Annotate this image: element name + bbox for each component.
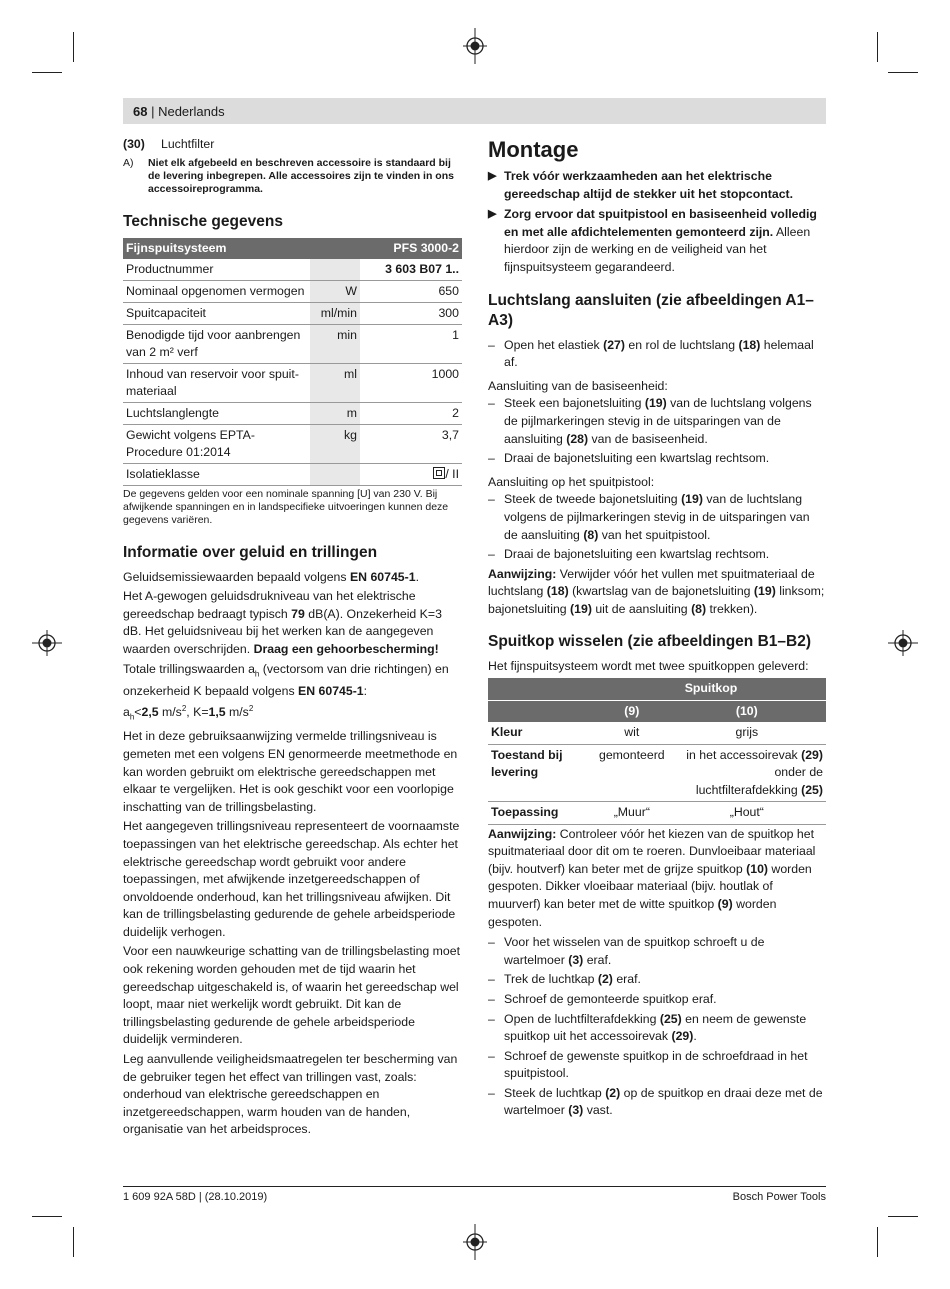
noise-paragraph: Het aangegeven trillingsniveau representeert de voornaamste toepassingen van het elektrische gereedschap. Als echter het elektrische gereedschap wordt gebruikt voor andere toepassingen, met afwijkende inzetgereedschappen of onvoldoende onderhoud, kan het trillingsniveau afwijken. Dit kan de trillingsbelasting gedurende de gehele arbeidsperiode duidelijk verhogen. (123, 819, 460, 939)
left-column (123, 136, 462, 1141)
crop-mark (73, 1227, 74, 1257)
spec-row (123, 463, 462, 485)
spec-value (360, 463, 462, 485)
nozzle-heading: Spuitkop wisselen (zie afbeeldingen B1–B2) (488, 633, 811, 651)
noise-paragraph: Totale trillingswaarden $a_h$ (vectorsom van drie richtingen) en onzekerheid K bepaald volgens EN 60745-1: (123, 661, 449, 698)
footnote-a (123, 157, 462, 196)
right-column (488, 136, 826, 1122)
spec-row (123, 259, 462, 281)
spec-label: Inhoud van reservoir voor spuitmateriaal (123, 363, 310, 402)
spec-row (123, 402, 462, 424)
nozzle-row-label: Kleur (488, 722, 596, 744)
spec-unit: ml/min (310, 302, 360, 324)
spec-header-label: Fijnspuitsysteem (123, 238, 310, 259)
legend-label: Luchtfilter (161, 137, 215, 151)
footnote-text: Niet elk afgebeeld en beschreven accessoire is standaard bij de levering inbegrepen. Alle accessoires zijn te vinden in ons accessoireprogramma. (148, 156, 454, 195)
nozzle-cell: in het accessoirevak (29) onder de luchtfilterafdekking (25) (668, 744, 826, 802)
warning-item: ▶ Trek vóór werkzaamheden aan het elektrische gereedschap altijd de stekker uit het stopcontact. (488, 168, 826, 203)
spec-label: Luchtslanglengte (123, 402, 310, 424)
spec-unit (310, 463, 360, 485)
list-item: – Steek een bajonetsluiting (19) van de luchtslang volgens de pijlmarkeringen stevig in de uitsparingen van de aansluiting (28) van de basiseenheid. (488, 396, 812, 446)
crop-mark (888, 72, 918, 73)
nozzle-col-10: (10) (668, 700, 826, 722)
page-header: 68 | Nederlands (133, 104, 225, 119)
nozzle-cell: „Hout“ (668, 802, 826, 825)
noise-paragraph: Leg aanvullende veiligheidsmaatregelen ter bescherming van de gebruiker tegen het effect van trillingen vast, zoals: onderhoud van elektrische gereedschappen en inzetgereedschappen, warm houden van de handen, organisatie van het arbeidsproces. (123, 1052, 458, 1137)
base-label: Aansluiting van de basiseenheid: (488, 378, 668, 393)
note-paragraph: Aanwijzing: Verwijder vóór het vullen met spuitmateriaal de luchtslang (18) (kwartslag van de bajonetsluiting (19) linksom; bajonetsluiting (19) uit de aansluiting (8) trekken). (488, 566, 825, 616)
spec-row (123, 280, 462, 302)
list-item: – Schroef de gemonteerde spuitkop eraf. (488, 991, 717, 1006)
arrow-icon: ▶ (488, 208, 497, 221)
spec-label: Isolatieklasse (123, 463, 310, 485)
spec-row (123, 302, 462, 324)
spec-header-row (123, 238, 462, 259)
list-item: – Open het elastiek (27) en rol de luchtslang (18) helemaal af. (488, 337, 814, 370)
spec-unit (310, 259, 360, 281)
spec-value: 650 (360, 280, 462, 302)
registration-mark-icon (460, 28, 490, 64)
legend-item-30 (123, 136, 462, 154)
list-item: – Steek de luchtkap (2) op de spuitkop en draai deze met de wartelmoer (3) vast. (488, 1085, 823, 1118)
noise-paragraph: Geluidsemissiewaarden bepaald volgens EN 60745-1. (123, 569, 420, 584)
list-item: – Voor het wisselen van de spuitkop schroeft u de wartelmoer (3) eraf. (488, 935, 765, 967)
noise-heading: Informatie over geluid en trillingen (123, 543, 378, 561)
nozzle-row (488, 802, 826, 825)
spec-label: Spuitcapaciteit (123, 302, 310, 324)
spec-note: De gegevens gelden voor een nominale spanning [U] van 230 V. Bij afwijkende spanningen en in landspecifieke uitvoeringen kunnen deze gegevens variëren. (123, 487, 449, 526)
nozzle-cell: grijs (668, 722, 826, 744)
nozzle-col-row (488, 700, 826, 722)
noise-paragraph: Voor een nauwkeurige schatting van de trillingsbelasting moet ook rekening worden gehouden met de tijd waarin het gereedschap uitgeschakeld is, of waarin het gereedschap wel loopt, maar niet werkelijk wordt gebruikt. Dit kan de trillingsbelasting gedurende de gehele arbeidsperiode duidelijk verminderen. (123, 944, 461, 1047)
nozzle-row (488, 744, 826, 802)
spec-header-unit (310, 238, 360, 259)
crop-mark (888, 1216, 918, 1217)
spec-label: Benodigde tijd voor aanbrengen van 2 m² verf (123, 324, 310, 363)
registration-mark-icon (32, 628, 62, 658)
hose-heading: Luchtslang aansluiten (zie afbeeldingen A1–A3) (488, 291, 814, 329)
crop-mark (32, 1216, 62, 1217)
spec-value: 300 (360, 302, 462, 324)
registration-mark-icon (460, 1224, 490, 1260)
spec-header-model: PFS 3000-2 (360, 238, 462, 259)
legend-number: (30) (123, 137, 145, 151)
list-item: – Open de luchtfilterafdekking (25) en neem de gewenste spuitkop uit het accessoirevak (29). (488, 1011, 807, 1044)
page-section: Nederlands (158, 104, 225, 119)
nozzle-cell: wit (596, 722, 668, 744)
crop-mark (877, 32, 878, 62)
nozzle-row-label: Toestand bij levering (488, 744, 596, 802)
gun-label: Aansluiting op het spuitpistool: (488, 474, 655, 489)
page-number: 68 (133, 104, 148, 119)
nozzle-col-9: (9) (596, 700, 668, 722)
list-item: – Draai de bajonetsluiting een kwartslag rechtsom. (488, 451, 770, 466)
nozzle-cell: gemonteerd (596, 744, 668, 802)
footer-rule (123, 1186, 826, 1187)
nozzle-intro: Het fijnspuitsysteem wordt met twee spuitkoppen geleverd: (488, 659, 809, 674)
list-item: – Steek de tweede bajonetsluiting (19) van de luchtslang volgens de pijlmarkeringen stevig in de uitsparingen van de aansluiting (8) van het spuitpistool. (488, 492, 810, 542)
spec-value: 2 (360, 402, 462, 424)
nozzle-row-label: Toepassing (488, 802, 596, 825)
noise-paragraph: Het A-gewogen geluidsdrukniveau van het elektrische gereedschap bedraagt typisch 79 dB(A). Onzekerheid K=3 dB. Het geluidsniveau bij het werken kan de aangegeven waarden overschrijden. Draag een gehoorbescherming! (123, 589, 442, 656)
spec-unit: m (310, 402, 360, 424)
nozzle-group-row (488, 678, 826, 700)
crop-mark (877, 1227, 878, 1257)
list-item: – Trek de luchtkap (2) eraf. (488, 972, 641, 987)
list-item: – Schroef de gewenste spuitkop in de schroefdraad in het spuitpistool. (488, 1048, 808, 1081)
spec-unit: min (310, 324, 360, 363)
spec-label: Nominaal opgenomen vermogen (123, 280, 310, 302)
spec-unit: W (310, 280, 360, 302)
spec-unit: kg (310, 424, 360, 463)
spec-unit: ml (310, 363, 360, 402)
nozzle-group-header: Spuitkop (596, 678, 826, 700)
spec-value: 1 (360, 324, 462, 363)
spec-row (123, 324, 462, 363)
warning-item: ▶ Zorg ervoor dat spuitpistool en basiseenheid volledig en met alle afdichtelementen gemonteerd zijn. Alleen hierdoor zijn de werking en de veiligheid van het fijnspuitsysteem gegarandeerd. (488, 206, 826, 276)
spec-value: 3,7 (360, 424, 462, 463)
registration-mark-icon (888, 628, 918, 658)
spec-row (123, 424, 462, 463)
footer-brand: Bosch Power Tools (732, 1191, 826, 1203)
noise-paragraph: Het in deze gebruiksaanwijzing vermelde trillingsniveau is gemeten met een volgens EN genormeerde meetmethode en kan worden gebruikt om elektrische gereedschappen met elkaar te vergelijken. Het is ook geschikt voor een voorlopige inschatting van de trillingsbelasting. (123, 729, 458, 814)
nozzle-row (488, 722, 826, 744)
list-item: – Draai de bajonetsluiting een kwartslag rechtsom. (488, 547, 770, 562)
arrow-icon: ▶ (488, 170, 497, 182)
montage-heading: Montage (488, 137, 579, 162)
spec-table (123, 238, 462, 486)
nozzle-table (488, 678, 826, 825)
spec-value: 3 603 B07 1.. (360, 259, 462, 281)
spec-label: Productnummer (123, 259, 310, 281)
spec-row (123, 363, 462, 402)
nozzle-cell: „Muur“ (596, 802, 668, 825)
noise-paragraph: $a_h<2,5$ $m/s^2$, K=1,5 $m/s^2$ (123, 704, 254, 722)
tech-heading: Technische gegevens (123, 212, 283, 230)
spec-label: Gewicht volgens EPTA-Procedure 01:2014 (123, 424, 310, 463)
crop-mark (73, 32, 74, 62)
crop-mark (32, 72, 62, 73)
footer-doc-number: 1 609 92A 58D | (28.10.2019) (123, 1191, 268, 1203)
insulation-class-text: / II (445, 466, 459, 481)
note-paragraph: Aanwijzing: Controleer vóór het kiezen van de spuitkop het spuitmateriaal door dit om te roeren. Dunvloeibaar materiaal (bijv. houtverf) kan beter met de grijze spuitkop (10) worden gespoten. Dikker vloeibaar materiaal (bijv. houtlak of muurverf) kan beter met de witte spuitkop (9) worden gespoten. (488, 826, 816, 929)
page-header-bar (123, 98, 826, 124)
spec-value: 1000 (360, 363, 462, 402)
insulation-class-icon (433, 467, 445, 479)
footnote-mark: A) (123, 156, 134, 169)
